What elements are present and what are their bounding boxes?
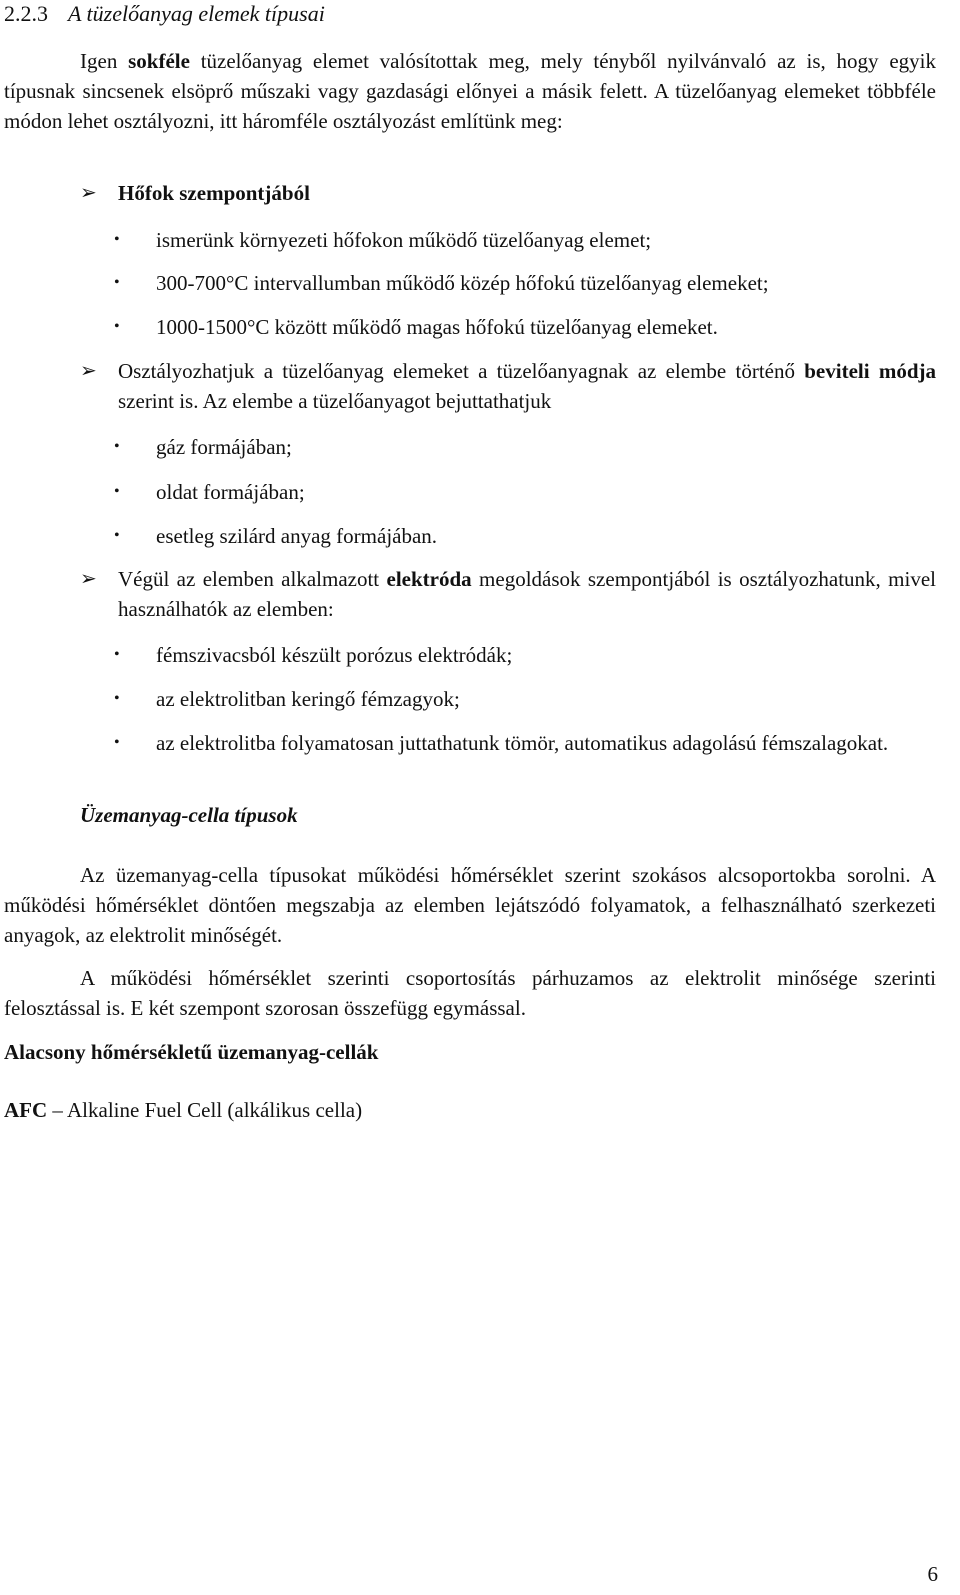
arrow-bullet-icon: ➢: [80, 182, 97, 204]
group-title-temperature: Hőfok szempontjából: [118, 181, 310, 205]
group-text-input-mode: Osztályozhatjuk a tüzelőanyag elemeket a tüzelőanyagnak az elembe történő beviteli módja szerint is. Az elembe a tüzelőanyagot bejuttathatjuk: [118, 359, 936, 413]
bullet-dot-icon: •: [114, 690, 120, 707]
bullet-dot-icon: •: [114, 527, 120, 544]
bullet-dot-icon: •: [114, 734, 120, 751]
bullet-dot-icon: •: [114, 438, 120, 455]
list-item: • gáz formájában;: [114, 432, 936, 462]
page-number: 6: [927, 1562, 938, 1586]
section-heading: [4, 0, 325, 28]
bullet-dot-icon: •: [114, 231, 120, 248]
heading-low-temperature: Alacsony hőmérsékletű üzemanyag-cellák: [4, 1040, 379, 1064]
intro-paragraph: Igen sokféle tüzelőanyag elemet valósítottak meg, mely tényből nyilvánvaló az is, hogy egyik típusnak sincsenek elsöprő műszaki vagy gazdasági előnyei a másik felett. A tüzelőanyag elemeket többféle módon lehet osztályozni, itt háromféle osztályozást említünk meg:: [4, 49, 936, 133]
paragraph-grouping: A működési hőmérséklet szerinti csoportosítás párhuzamos az elektrolit minősége szerinti felosztással is. E két szempont szorosan összefügg egymással.: [4, 966, 936, 1020]
bullet-dot-icon: •: [114, 318, 120, 335]
list-item: • esetleg szilárd anyag formájában.: [114, 521, 936, 551]
subheading-cell-types: Üzemanyag-cella típusok: [80, 803, 298, 827]
bullet-dot-icon: •: [114, 483, 120, 500]
arrow-bullet-icon: ➢: [80, 568, 97, 590]
list-item-electrode: [80, 564, 936, 624]
afc-abbr: AFC: [4, 1098, 48, 1122]
list-item: • 1000-1500°C között működő magas hőfokú tüzelőanyag elemeket.: [114, 312, 936, 342]
list-item-input-mode: [80, 356, 936, 416]
bullet-dot-icon: •: [114, 646, 120, 663]
afc-line: [4, 1095, 362, 1125]
list-item-temperature: [80, 178, 936, 208]
list-item: • oldat formájában;: [114, 477, 936, 507]
afc-description: – Alkaline Fuel Cell (alkálikus cella): [47, 1098, 363, 1122]
arrow-bullet-icon: ➢: [80, 360, 97, 382]
list-item: • az elektrolitba folyamatosan juttathatunk tömör, automatikus adagolású fémszalagokat.: [114, 728, 936, 758]
group-text-electrode: Végül az elemben alkalmazott elektróda megoldások szempontjából is osztályozhatunk, mivel használhatók az elemben:: [118, 567, 936, 621]
bullet-dot-icon: •: [114, 274, 120, 291]
list-item: • fémszivacsból készült porózus elektródák;: [114, 640, 936, 670]
section-number: 2.2.3: [4, 1, 48, 26]
intro-bold-word: sokféle: [128, 49, 190, 73]
paragraph-cell-types: Az üzemanyag-cella típusokat működési hőmérséklet szerint szokásos alcsoportokba sorolni. A működési hőmérséklet döntően megszabja az elemben lejátszódó folyamatok, a felhasználható szerkezeti anyagok, az elektrolit minőségét.: [4, 863, 936, 947]
list-item: • 300-700°C intervallumban működő közép hőfokú tüzelőanyag elemeket;: [114, 268, 936, 298]
list-item: • ismerünk környezeti hőfokon működő tüzelőanyag elemet;: [114, 225, 936, 255]
section-title: A tüzelőanyag elemek típusai: [68, 1, 325, 26]
list-item: • az elektrolitban keringő fémzagyok;: [114, 684, 936, 714]
